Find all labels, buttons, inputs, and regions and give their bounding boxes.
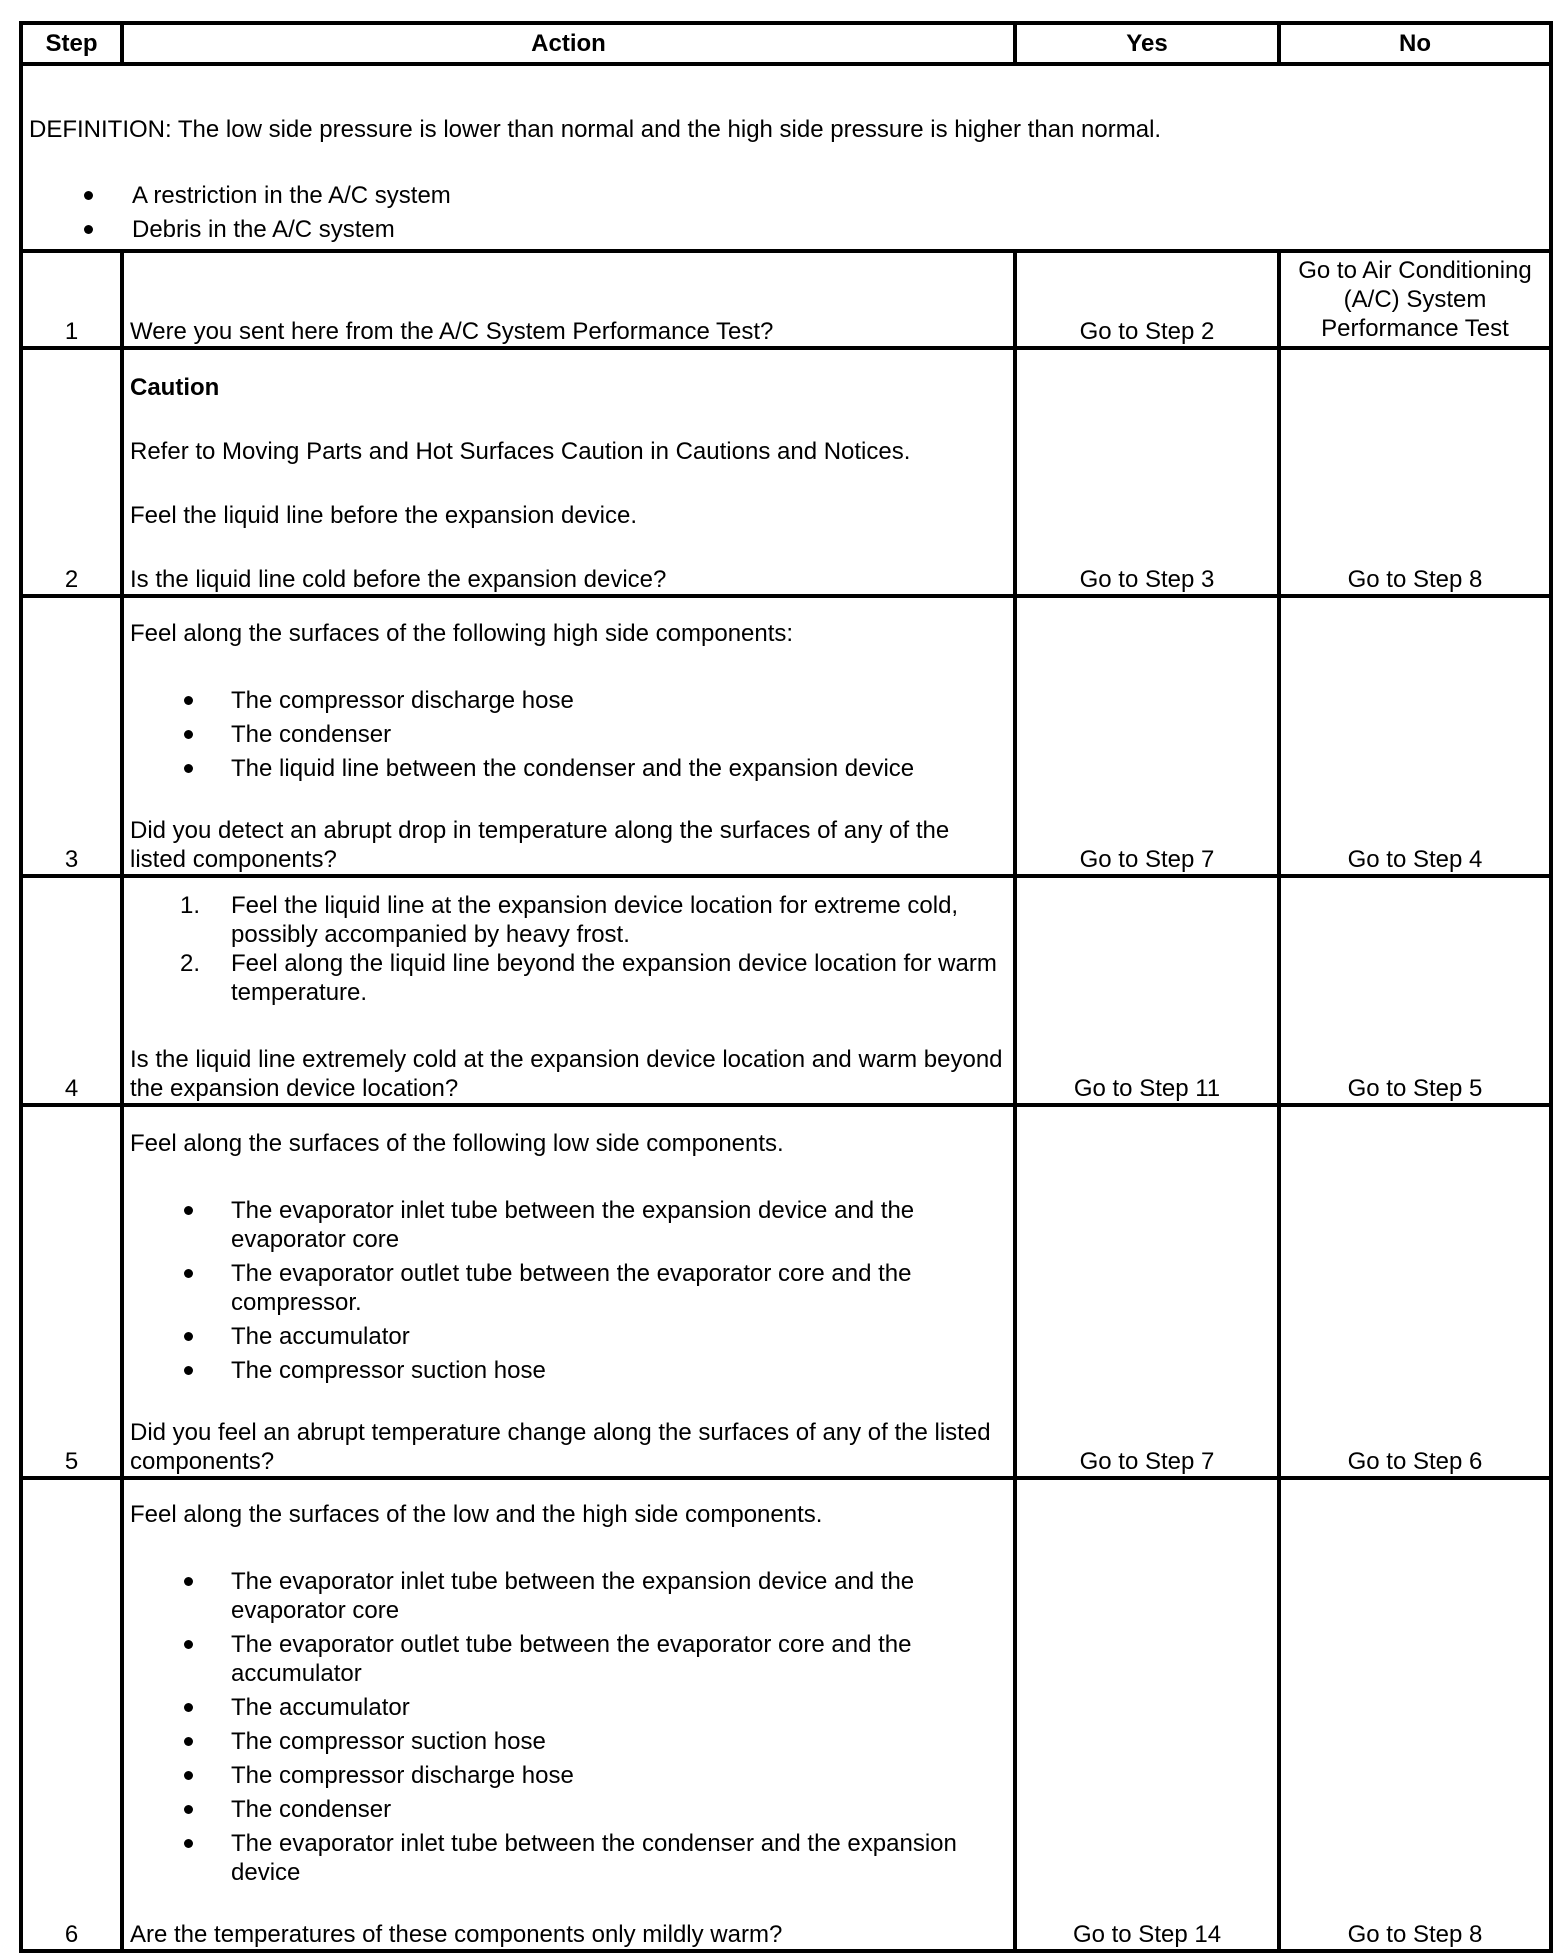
list-item: Debris in the A/C system — [29, 215, 1543, 249]
yes-link[interactable]: Go to Step 7 — [1015, 596, 1279, 876]
bullet-icon — [184, 1703, 193, 1712]
no-link[interactable]: Go to Step 4 — [1279, 596, 1551, 876]
yes-link[interactable]: Go to Step 2 — [1015, 251, 1279, 348]
bullet-icon — [184, 1805, 193, 1814]
diagnostic-table — [19, 21, 1553, 1953]
bullet-icon — [184, 1332, 193, 1341]
header-action: Action — [122, 23, 1015, 64]
table-row — [21, 251, 1551, 348]
component-list — [130, 686, 1007, 783]
bullet-icon — [184, 730, 193, 739]
header-yes: Yes — [1015, 23, 1279, 64]
yes-link[interactable]: Go to Step 7 — [1015, 1105, 1279, 1478]
bullet-icon — [184, 1206, 193, 1215]
bullet-icon — [184, 764, 193, 773]
definition-row — [21, 64, 1551, 251]
step-number: 3 — [21, 596, 122, 876]
definition-cell — [21, 64, 1551, 251]
definition-list — [29, 181, 1543, 249]
list-item: 2. Feel along the liquid line beyond the expansion device location for warm temperature. — [180, 950, 997, 1006]
step-number: 4 — [21, 876, 122, 1105]
question-text: Did you detect an abrupt drop in temperature along the surfaces of any of the listed components? — [130, 817, 950, 873]
list-item: The accumulator — [130, 1322, 1007, 1351]
list-item: The evaporator outlet tube between the evaporator core and the compressor. — [130, 1259, 1007, 1317]
question-text: Is the liquid line extremely cold at the expansion device location and warm beyond the expansion device location? — [130, 1046, 1003, 1102]
bullet-icon — [184, 1737, 193, 1746]
caution-text: Refer to Moving Parts and Hot Surfaces Caution in Cautions and Notices. — [130, 438, 911, 465]
list-item: 1. Feel the liquid line at the expansion device location for extreme cold, possibly accompanied by heavy frost. — [180, 892, 959, 948]
no-link[interactable]: Go to Step 8 — [1279, 1478, 1551, 1951]
action-cell — [122, 348, 1015, 596]
no-link[interactable]: Go to Step 8 — [1279, 348, 1551, 596]
action-cell — [122, 1478, 1015, 1951]
question-text: Were you sent here from the A/C System Performance Test? — [130, 318, 774, 345]
bullet-icon — [184, 696, 193, 705]
question-text: Did you feel an abrupt temperature change along the surfaces of any of the listed components? — [130, 1419, 991, 1475]
step-number: 2 — [21, 348, 122, 596]
list-item: The liquid line between the condenser and the expansion device — [130, 754, 1007, 783]
bullet-icon — [184, 1269, 193, 1278]
step-number: 1 — [21, 251, 122, 348]
list-item: The evaporator inlet tube between the condenser and the expansion device — [130, 1829, 1007, 1887]
list-item: A restriction in the A/C system — [29, 181, 1543, 215]
intro-text: Feel along the surfaces of the following high side components: — [130, 620, 794, 647]
table-row — [21, 596, 1551, 876]
action-cell — [122, 876, 1015, 1105]
table-row — [21, 348, 1551, 596]
intro-text: Feel along the surfaces of the low and the high side components. — [130, 1501, 823, 1528]
list-item: The condenser — [130, 720, 1007, 749]
bullet-icon — [184, 1640, 193, 1649]
list-item: The evaporator outlet tube between the evaporator core and the accumulator — [130, 1630, 1007, 1688]
list-item: The compressor discharge hose — [130, 686, 1007, 715]
list-item: The compressor discharge hose — [130, 1761, 1007, 1790]
step-number: 6 — [21, 1478, 122, 1951]
action-cell — [122, 1105, 1015, 1478]
action-cell — [122, 251, 1015, 348]
list-item: The compressor suction hose — [130, 1356, 1007, 1385]
question-text: Is the liquid line cold before the expansion device? — [130, 566, 667, 593]
list-item: The evaporator inlet tube between the expansion device and the evaporator core — [130, 1196, 1007, 1254]
bullet-icon — [184, 1366, 193, 1375]
bullet-icon — [184, 1577, 193, 1586]
bullet-icon — [184, 1771, 193, 1780]
bullet-icon — [184, 1839, 193, 1848]
no-link[interactable]: Go to Step 5 — [1279, 876, 1551, 1105]
header-row — [21, 23, 1551, 64]
list-item: The compressor suction hose — [130, 1727, 1007, 1756]
header-step: Step — [21, 23, 122, 64]
component-list — [130, 1196, 1007, 1385]
table-row — [21, 1478, 1551, 1951]
bullet-icon — [84, 225, 93, 234]
list-item: The condenser — [130, 1795, 1007, 1824]
header-no: No — [1279, 23, 1551, 64]
yes-link[interactable]: Go to Step 11 — [1015, 876, 1279, 1105]
list-item: The evaporator inlet tube between the expansion device and the evaporator core — [130, 1567, 1007, 1625]
numbered-list — [130, 891, 1007, 1007]
table-row — [21, 1105, 1551, 1478]
list-item: The accumulator — [130, 1693, 1007, 1722]
intro-text: Feel along the surfaces of the following low side components. — [130, 1130, 784, 1157]
table-row — [21, 876, 1551, 1105]
yes-link[interactable]: Go to Step 3 — [1015, 348, 1279, 596]
definition-text: DEFINITION: The low side pressure is lower than normal and the high side pressure is higher than normal. — [29, 116, 1162, 143]
caution-title: Caution — [130, 374, 220, 401]
question-text: Are the temperatures of these components only mildly warm? — [130, 1921, 783, 1948]
instruction-text: Feel the liquid line before the expansion device. — [130, 502, 637, 529]
step-number: 5 — [21, 1105, 122, 1478]
no-link[interactable]: Go to Step 6 — [1279, 1105, 1551, 1478]
bullet-icon — [84, 191, 93, 200]
component-list — [130, 1567, 1007, 1887]
action-cell — [122, 596, 1015, 876]
no-link[interactable]: Go to Air Conditioning (A/C) System Performance Test — [1279, 251, 1551, 348]
yes-link[interactable]: Go to Step 14 — [1015, 1478, 1279, 1951]
